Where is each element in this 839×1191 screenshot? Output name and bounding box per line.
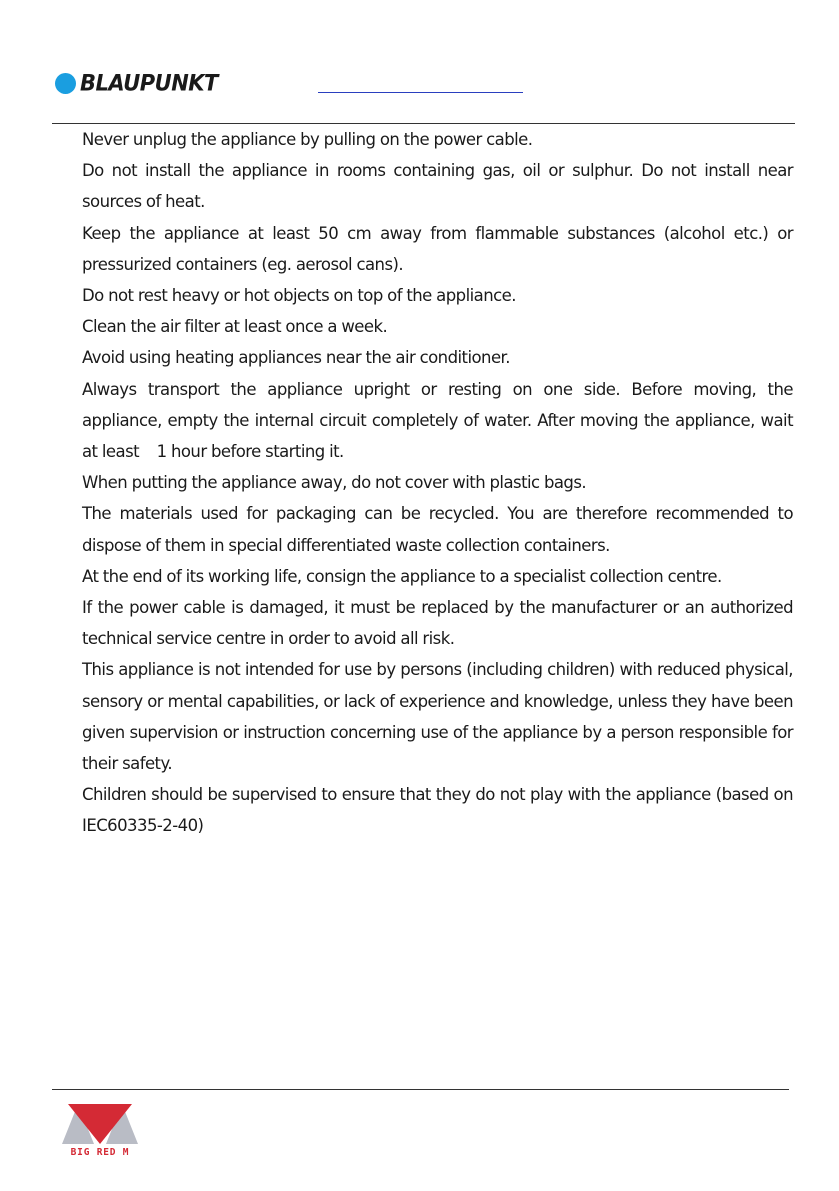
instruction-item: Keep the appliance at least 50 cm away from flammable substances (alcohol etc.) or pressurized containers (eg. aerosol cans). bbox=[82, 223, 793, 274]
instruction-item: Avoid using heating appliances near the air conditioner. bbox=[82, 348, 510, 368]
instruction-item: Do not rest heavy or hot objects on top of the appliance. bbox=[82, 286, 516, 306]
big-red-m-logo bbox=[60, 1102, 140, 1158]
instruction-item: Children should be supervised to ensure that they do not play with the appliance (based on IEC60335-2-40) bbox=[82, 785, 793, 836]
instruction-item: Always transport the appliance upright or resting on one side. Before moving, the appliance, empty the internal circuit completely of water. After moving the appliance, wait at least 1 hour before starting it. bbox=[82, 379, 793, 462]
instruction-item: This appliance is not intended for use by persons (including children) with reduced physical, sensory or mental capabilities, or lack of experience and knowledge, unless they have been given supervision or instruction concerning use of the appliance by a person responsible for their safety. bbox=[82, 660, 793, 774]
big-red-m-logo-graphic bbox=[60, 1102, 140, 1158]
svg-text:BIG RED M: BIG RED M bbox=[70, 1147, 130, 1158]
brand-dot-icon bbox=[55, 73, 76, 94]
instruction-item: Do not install the appliance in rooms containing gas, oil or sulphur. Do not install near sources of heat. bbox=[82, 161, 793, 212]
brand-wordmark: BLAUPUNKT bbox=[80, 70, 218, 96]
footer-divider bbox=[52, 1089, 789, 1090]
instruction-item: Clean the air filter at least once a week. bbox=[82, 317, 388, 337]
instruction-item: When putting the appliance away, do not cover with plastic bags. bbox=[82, 473, 587, 493]
page-header bbox=[0, 0, 839, 124]
instruction-item: At the end of its working life, consign the appliance to a specialist collection centre. bbox=[82, 566, 722, 586]
instruction-item: The materials used for packaging can be recycled. You are therefore recommended to dispose of them in special differentiated waste collection containers. bbox=[82, 504, 793, 555]
instruction-item: Never unplug the appliance by pulling on the power cable. bbox=[82, 130, 533, 149]
instruction-item: If the power cable is damaged, it must be replaced by the manufacturer or an authorized technical service centre in order to avoid all risk. bbox=[82, 598, 793, 649]
safety-instructions-list bbox=[82, 124, 793, 842]
blaupunkt-logo bbox=[55, 71, 218, 95]
header-link-underline bbox=[318, 92, 523, 93]
